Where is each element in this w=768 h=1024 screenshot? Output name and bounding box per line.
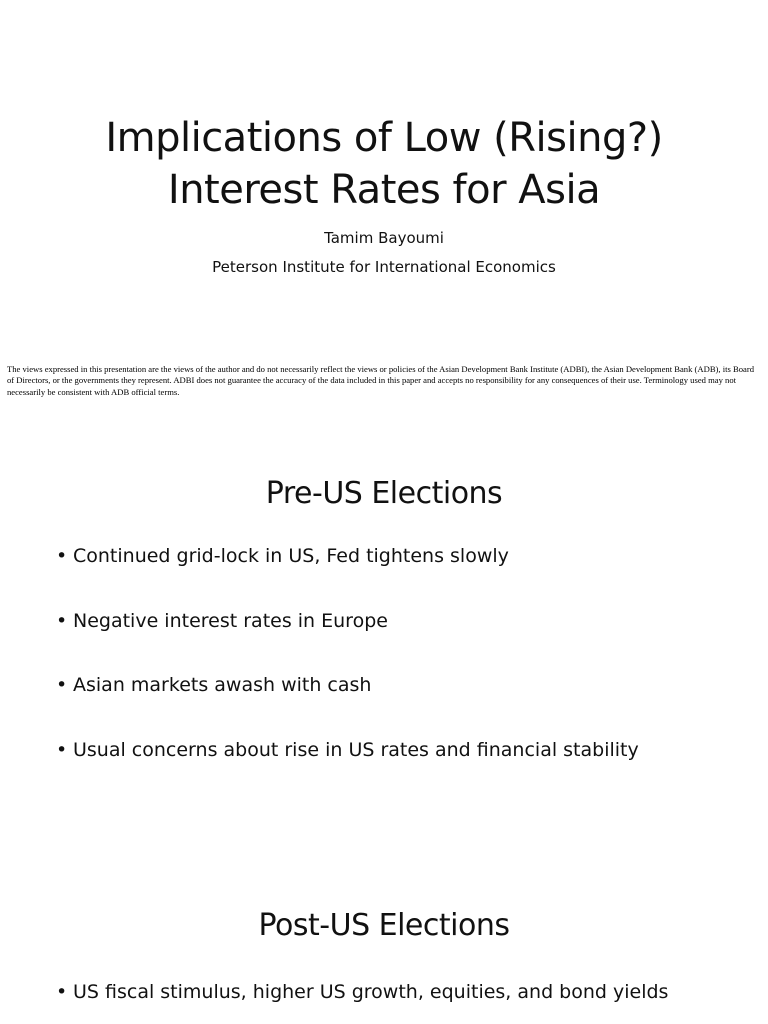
bullet-item <box>56 608 756 634</box>
bullet-list <box>56 979 756 1024</box>
bullet-text: Negative interest rates in Europe <box>73 609 388 632</box>
bullet-item <box>56 979 756 1005</box>
bullet-item <box>56 672 756 698</box>
bullet-dot-icon: • <box>56 545 68 567</box>
pre-us-elections-slide <box>0 430 768 862</box>
author-institution: Peterson Institute for International Economics <box>212 258 556 276</box>
disclaimer-text: The views expressed in this presentation are the views of the author and do not necessarily reflect the views or policies of the Asian Development Bank Institute (ADBI), the Asian Development Bank (ADB), its Board of Directors, or the governments they represent. ADBI does not guarantee the accuracy of the data included in this paper and accepts no responsibility for any consequences of their use. Terminology used may not necessarily be consistent with ADB official terms. <box>7 364 754 397</box>
bullet-dot-icon: • <box>56 981 68 1003</box>
title-line: Interest Rates for Asia <box>167 167 601 213</box>
bullet-text: Continued grid-lock in US, Fed tightens slowly <box>73 545 509 567</box>
bullet-list <box>56 543 756 802</box>
bullet-dot-icon: • <box>56 739 68 762</box>
section-title: Post-US Elections <box>258 908 510 943</box>
bullet-text: Usual concerns about rise in US rates and financial stability <box>73 739 639 762</box>
bullet-dot-icon: • <box>56 674 68 697</box>
bullet-dot-icon: • <box>56 609 68 632</box>
title-slide <box>0 0 768 430</box>
presentation-title <box>0 112 768 216</box>
bullet-item <box>56 543 756 569</box>
title-line: Implications of Low (Rising?) <box>105 115 663 161</box>
bullet-item <box>56 737 756 763</box>
section-title: Pre-US Elections <box>265 476 503 511</box>
bullet-text: US fiscal stimulus, higher US growth, equities, and bond yields <box>73 981 669 1003</box>
author-name: Tamim Bayoumi <box>324 229 444 247</box>
bullet-text: Asian markets awash with cash <box>73 674 372 697</box>
post-us-elections-slide <box>0 862 768 1024</box>
